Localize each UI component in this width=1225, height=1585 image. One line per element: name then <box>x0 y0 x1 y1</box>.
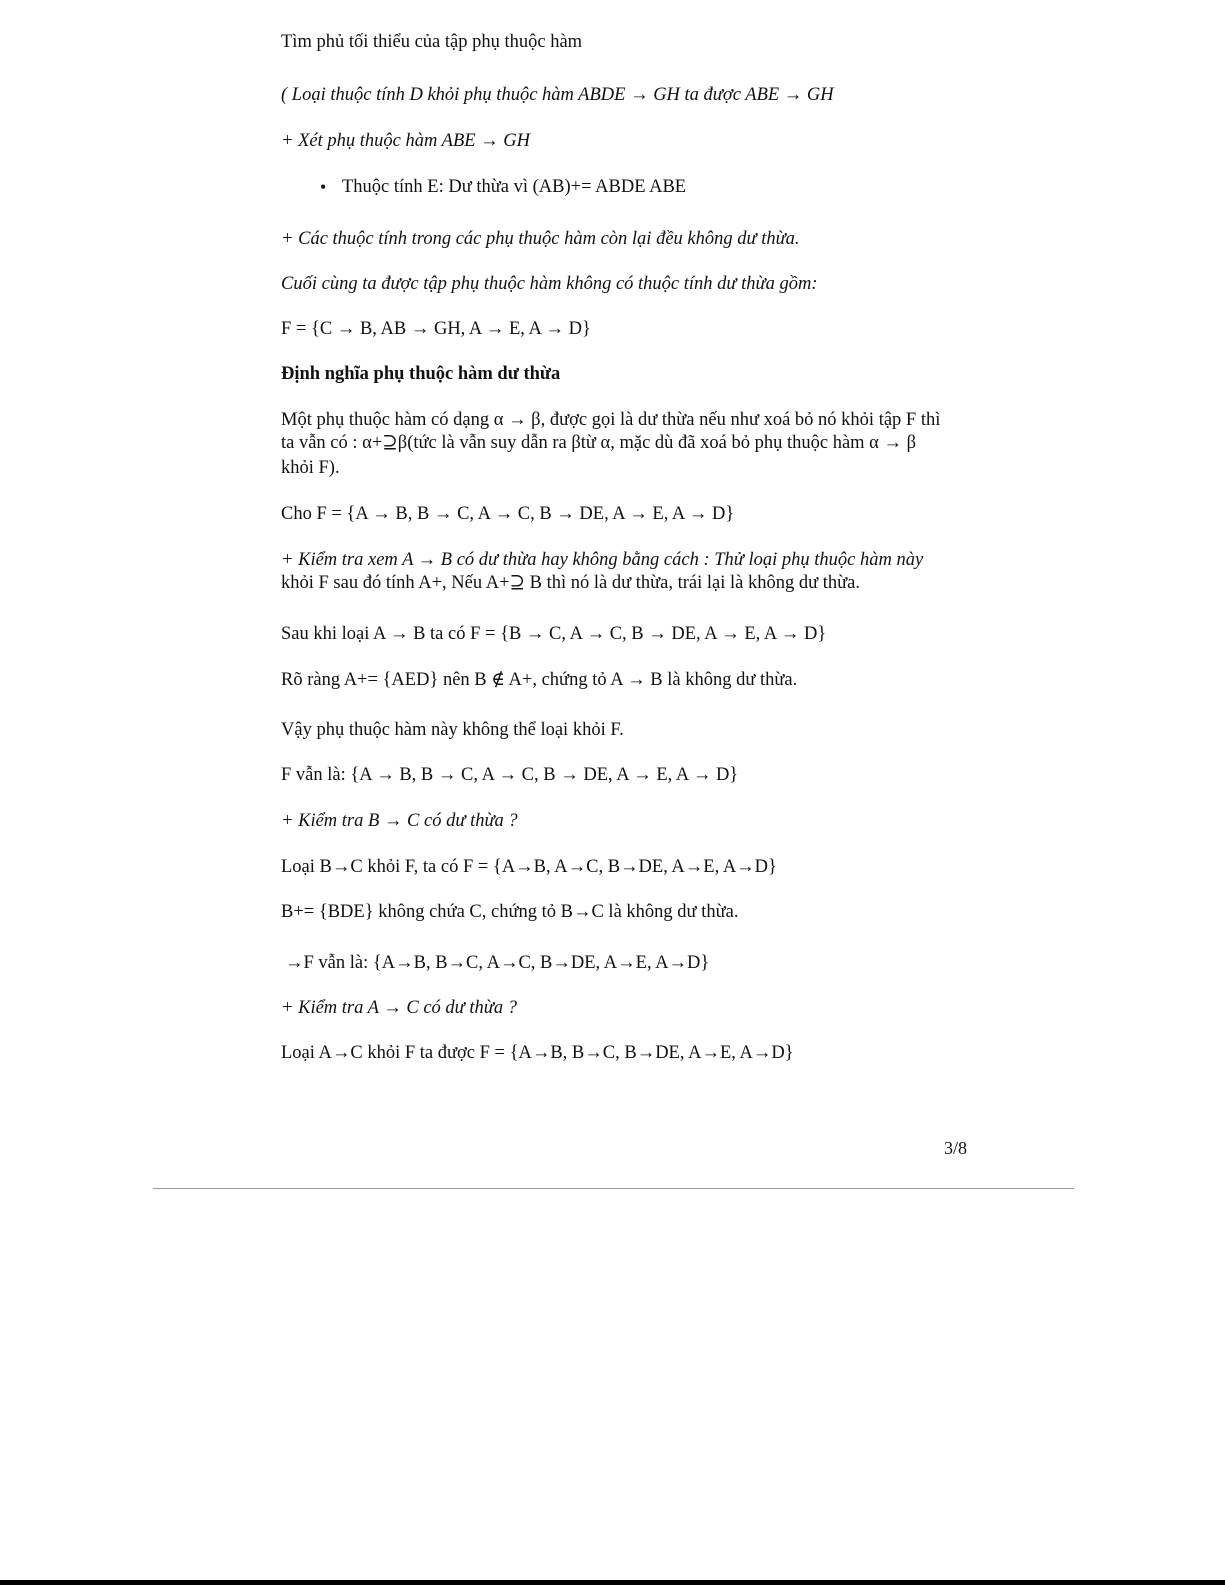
page-title: Tìm phủ tối thiểu của tập phụ thuộc hàm <box>281 32 583 52</box>
bottom-edge-bar <box>0 1580 1225 1585</box>
bullet-dot-icon: • <box>320 177 327 197</box>
consider-abe-line: + Xét phụ thuộc hàm ABE → GH <box>281 131 531 151</box>
f-result-line: F = {C → B, AB → GH, A → E, A → D} <box>281 319 591 339</box>
page-number: 3/8 <box>944 1138 968 1158</box>
definition-line-3: khỏi F). <box>281 458 340 478</box>
page-separator <box>153 1188 1074 1189</box>
bullet-text: Thuộc tính E: Dư thừa vì (AB)+= ABDE ABE <box>342 177 687 197</box>
definition-line-1: Một phụ thuộc hàm có dạng α → β, được gọi là dư thừa nếu như xoá bỏ nó khỏi tập F thì <box>281 410 941 430</box>
finally-line: Cuối cùng ta được tập phụ thuộc hàm không có thuộc tính dư thừa gồm: <box>281 274 818 294</box>
others-not-redundant-line: + Các thuộc tính trong các phụ thuộc hàm còn lại đều không dư thừa. <box>281 229 800 249</box>
cannot-remove-line: Vậy phụ thuộc hàm này không thể loại khỏi F. <box>281 720 624 740</box>
f-still-line-2: →F vẫn là: {A→B, B→C, A→C, B→DE, A→E, A→D} <box>285 953 710 973</box>
b-closure-line: B+= {BDE} không chứa C, chứng tỏ B→C là không dư thừa. <box>281 902 739 922</box>
f-still-line-1: F vẫn là: {A → B, B → C, A → C, B → DE, A → E, A → D} <box>281 765 739 785</box>
check-bc-line: + Kiểm tra B → C có dư thừa ? <box>281 811 518 831</box>
after-remove-ab-line: Sau khi loại A → B ta có F = {B → C, A → C, B → DE, A → E, A → D} <box>281 624 827 644</box>
check-ab-line-2: khỏi F sau đó tính A+, Nếu A+⊇ B thì nó là dư thừa, trái lại là không dư thừa. <box>281 573 861 593</box>
check-ac-line: + Kiểm tra A → C có dư thừa ? <box>281 998 518 1018</box>
remove-attribute-d-line: ( Loại thuộc tính D khỏi phụ thuộc hàm ABDE → GH ta được ABE → GH <box>281 85 834 105</box>
remove-bc-line: Loại B→C khỏi F, ta có F = {A→B, A→C, B→DE, A→E, A→D} <box>281 857 777 877</box>
remove-ac-line: Loại A→C khỏi F ta được F = {A→B, B→C, B→DE, A→E, A→D} <box>281 1043 794 1063</box>
clearly-line: Rõ ràng A+= {AED} nên B ∉ A+, chứng tỏ A → B là không dư thừa. <box>281 670 798 690</box>
definition-heading: Định nghĩa phụ thuộc hàm dư thừa <box>281 364 561 384</box>
check-ab-line-1: + Kiểm tra xem A → B có dư thừa hay không bằng cách : Thử loại phụ thuộc hàm này <box>281 550 924 570</box>
given-f-line: Cho F = {A → B, B → C, A → C, B → DE, A → E, A → D} <box>281 504 735 524</box>
definition-line-2: ta vẫn có : α+⊇β(tức là vẫn suy dẫn ra βtừ α, mặc dù đã xoá bỏ phụ thuộc hàm α → β <box>281 433 917 453</box>
